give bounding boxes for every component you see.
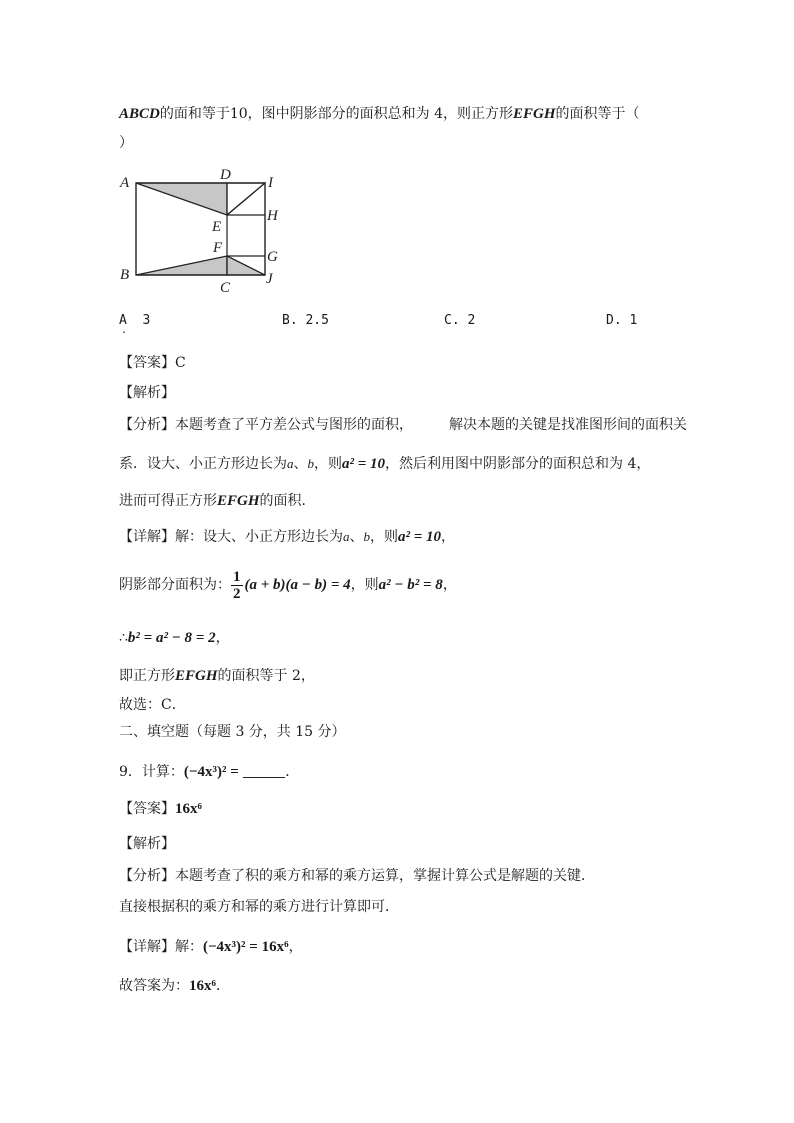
label-d: D bbox=[220, 167, 231, 183]
shaded-top-triangle bbox=[136, 183, 227, 215]
q9-fenxi-line1: 【分析】本题考查了积的乘方和幂的乘方运算，掌握计算公式是解题的关键． bbox=[119, 868, 595, 884]
q8-fenxi-line1: 【分析】本题考查了平方差公式与图形的面积， 解决本题的关键是找准图形间的面积关 bbox=[119, 417, 687, 433]
stem-text-2: 的面积等于（ bbox=[555, 106, 640, 122]
section-title: 二、填空题（每题 3 分，共 15 分） bbox=[119, 724, 346, 740]
label-f: F bbox=[213, 240, 223, 256]
q9-stem: 9．计算：(−4x³)² = ． bbox=[119, 764, 300, 780]
label-i: I bbox=[268, 175, 273, 191]
option-a-dot: . bbox=[121, 325, 128, 336]
option-b: B. 2.5 bbox=[282, 313, 329, 328]
option-d: D. 1 bbox=[606, 313, 638, 328]
label-e: E bbox=[212, 219, 222, 235]
q9-analysis-tag: 【解析】 bbox=[119, 836, 175, 852]
stem-close-paren: ） bbox=[119, 135, 133, 151]
q8-stem-line1 bbox=[119, 104, 640, 124]
q8-stem-line2 bbox=[119, 133, 133, 153]
label-a: A bbox=[120, 175, 130, 191]
q8-shadow-area: 阴影部分面积为： $\frac{1}{2}$ (a + b)(a − b) = 4，则a² − b² = 8， bbox=[119, 568, 457, 602]
stem-text-1: 的面和等于10，图中阴影部分的面积总和为 4，则正方形 bbox=[159, 106, 514, 122]
q9-fenxi-line2: 直接根据积的乘方和幂的乘方进行计算即可． bbox=[119, 899, 399, 915]
option-a: A 3 bbox=[119, 313, 151, 328]
math-abcd: ABCD bbox=[119, 106, 160, 122]
q8-choose: 故选：C． bbox=[119, 697, 186, 713]
label-h: H bbox=[267, 208, 278, 224]
q8-analysis-tag: 【解析】 bbox=[119, 385, 175, 401]
option-c: C. 2 bbox=[444, 313, 476, 328]
answer-blank bbox=[243, 763, 285, 778]
q8-fenxi-line2: 系．设大、小正方形边长为a、b，则a² = 10，然后利用图中阴影部分的面积总和为 4， bbox=[119, 456, 651, 472]
label-g: G bbox=[267, 249, 278, 265]
q9-final: 故答案为：16x⁶． bbox=[119, 978, 230, 994]
q8-therefore: ∴b² = a² − 8 = 2， bbox=[119, 630, 230, 646]
q9-xiangjie: 【详解】解：(−4x³)² = 16x⁶， bbox=[119, 939, 303, 955]
label-c: C bbox=[220, 280, 231, 296]
q8-answer: 【答案】C bbox=[119, 355, 186, 371]
shaded-bottom-triangle bbox=[136, 256, 227, 275]
q8-conclusion: 即正方形EFGH的面积等于 2， bbox=[119, 668, 315, 684]
q8-xiangjie-line1: 【详解】解：设大、小正方形边长为a、b，则a² = 10， bbox=[119, 529, 456, 545]
fraction-half: $\frac{1}{2}$ bbox=[233, 568, 241, 602]
q9-answer: 【答案】16x⁶ bbox=[119, 801, 202, 817]
math-efgh: EFGH bbox=[513, 106, 556, 122]
label-j: J bbox=[266, 271, 273, 287]
q8-fenxi-line3: 进而可得正方形EFGH的面积． bbox=[119, 493, 316, 509]
therefore-symbol: ∴ bbox=[119, 630, 128, 646]
label-b: B bbox=[120, 267, 130, 283]
